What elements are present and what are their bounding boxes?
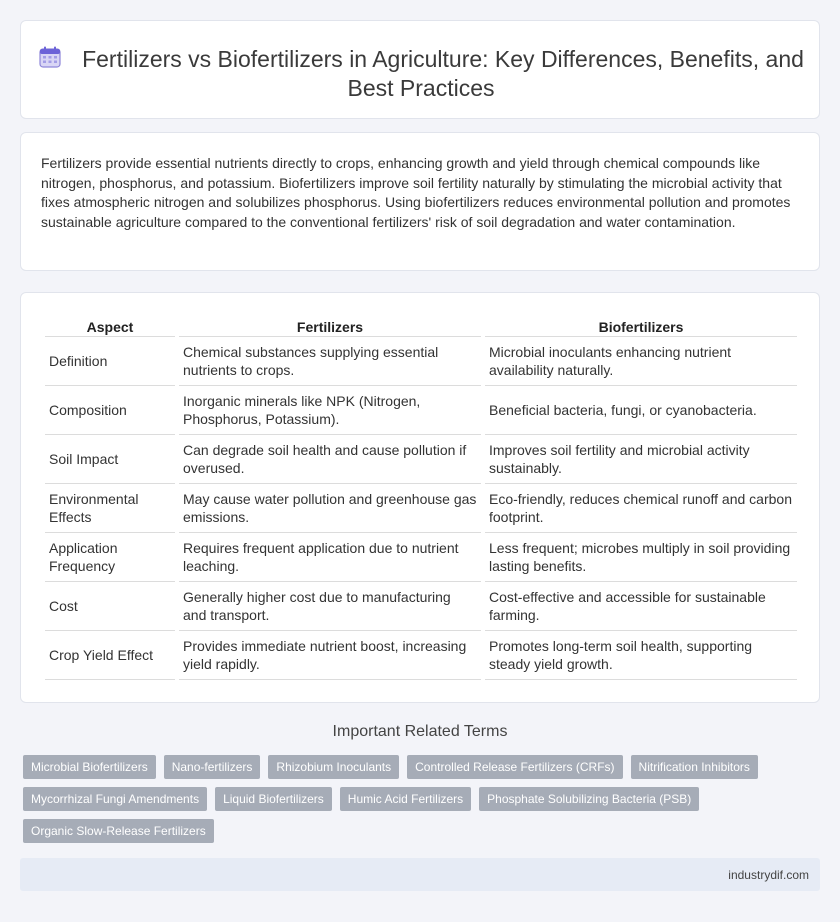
related-term-tag[interactable]: Organic Slow-Release Fertilizers — [23, 819, 214, 843]
cell-aspect: Composition — [45, 386, 175, 435]
title-card — [20, 20, 820, 119]
footer-site-link[interactable]: industrydif.com — [728, 868, 809, 882]
cell-fertilizers: Generally higher cost due to manufacturing and transport. — [179, 582, 481, 631]
cell-biofertilizers: Eco-friendly, reduces chemical runoff and carbon footprint. — [485, 484, 797, 533]
related-term-tag[interactable]: Phosphate Solubilizing Bacteria (PSB) — [479, 787, 699, 811]
cell-fertilizers: Inorganic minerals like NPK (Nitrogen, Phosphorus, Potassium). — [179, 386, 481, 435]
related-terms-row — [23, 755, 803, 779]
related-term-tag[interactable]: Microbial Biofertilizers — [23, 755, 156, 779]
calendar-icon — [38, 45, 62, 69]
comparison-table — [41, 315, 801, 680]
cell-fertilizers: Requires frequent application due to nutrient leaching. — [179, 533, 481, 582]
related-terms-heading: Important Related Terms — [332, 723, 508, 740]
related-terms-row — [23, 787, 803, 811]
cell-biofertilizers: Improves soil fertility and microbial activity sustainably. — [485, 435, 797, 484]
related-term-tag[interactable]: Liquid Biofertilizers — [215, 787, 332, 811]
cell-aspect: Application Frequency — [45, 533, 175, 582]
cell-biofertilizers: Cost-effective and accessible for sustainable farming. — [485, 582, 797, 631]
related-term-tag[interactable]: Humic Acid Fertilizers — [340, 787, 471, 811]
cell-fertilizers: Chemical substances supplying essential nutrients to crops. — [179, 337, 481, 386]
table-header-row — [45, 315, 797, 337]
cell-aspect: Environmental Effects — [45, 484, 175, 533]
cell-biofertilizers: Microbial inoculants enhancing nutrient availability naturally. — [485, 337, 797, 386]
cell-fertilizers: May cause water pollution and greenhouse gas emissions. — [179, 484, 481, 533]
table-row — [45, 337, 797, 386]
related-term-tag[interactable]: Rhizobium Inoculants — [268, 755, 399, 779]
comparison-card — [20, 292, 820, 703]
intro-paragraph: Fertilizers provide essential nutrients directly to crops, enhancing growth and yield through chemical compounds like nitrogen, phosphorus, and potassium. Biofertilizers improve soil fertility naturally by stimulating the microbial activity that fixes atmospheric nitrogen and solubilizes phosphorus. Using biofertilizers reduces environmental pollution and promotes sustainable agriculture compared to the conventional fertilizers' risk of soil degradation and water contamination. — [41, 155, 791, 230]
related-term-tag[interactable]: Nano-fertilizers — [164, 755, 261, 779]
intro-card — [20, 132, 820, 271]
related-term-tag[interactable]: Nitrification Inhibitors — [631, 755, 758, 779]
column-header-fertilizers: Fertilizers — [179, 315, 481, 337]
cell-aspect: Crop Yield Effect — [45, 631, 175, 680]
cell-biofertilizers: Beneficial bacteria, fungi, or cyanobacteria. — [485, 386, 797, 435]
related-terms-row — [23, 819, 803, 843]
column-header-aspect: Aspect — [45, 315, 175, 337]
cell-fertilizers: Can degrade soil health and cause pollution if overused. — [179, 435, 481, 484]
table-row — [45, 582, 797, 631]
cell-biofertilizers: Promotes long-term soil health, supporting steady yield growth. — [485, 631, 797, 680]
cell-biofertilizers: Less frequent; microbes multiply in soil providing lasting benefits. — [485, 533, 797, 582]
cell-aspect: Cost — [45, 582, 175, 631]
related-term-tag[interactable]: Mycorrhizal Fungi Amendments — [23, 787, 207, 811]
cell-aspect: Soil Impact — [45, 435, 175, 484]
page-title — [21, 45, 821, 103]
cell-aspect: Definition — [45, 337, 175, 386]
page-title-text: Fertilizers vs Biofertilizers in Agriculture: Key Differences, Benefits, and Best Practices — [82, 46, 804, 101]
table-row — [45, 533, 797, 582]
related-terms-list — [23, 755, 803, 851]
column-header-biofertilizers: Biofertilizers — [485, 315, 797, 337]
cell-fertilizers: Provides immediate nutrient boost, increasing yield rapidly. — [179, 631, 481, 680]
table-row — [45, 435, 797, 484]
table-row — [45, 386, 797, 435]
table-row — [45, 484, 797, 533]
footer — [20, 858, 820, 891]
table-row — [45, 631, 797, 680]
related-term-tag[interactable]: Controlled Release Fertilizers (CRFs) — [407, 755, 622, 779]
